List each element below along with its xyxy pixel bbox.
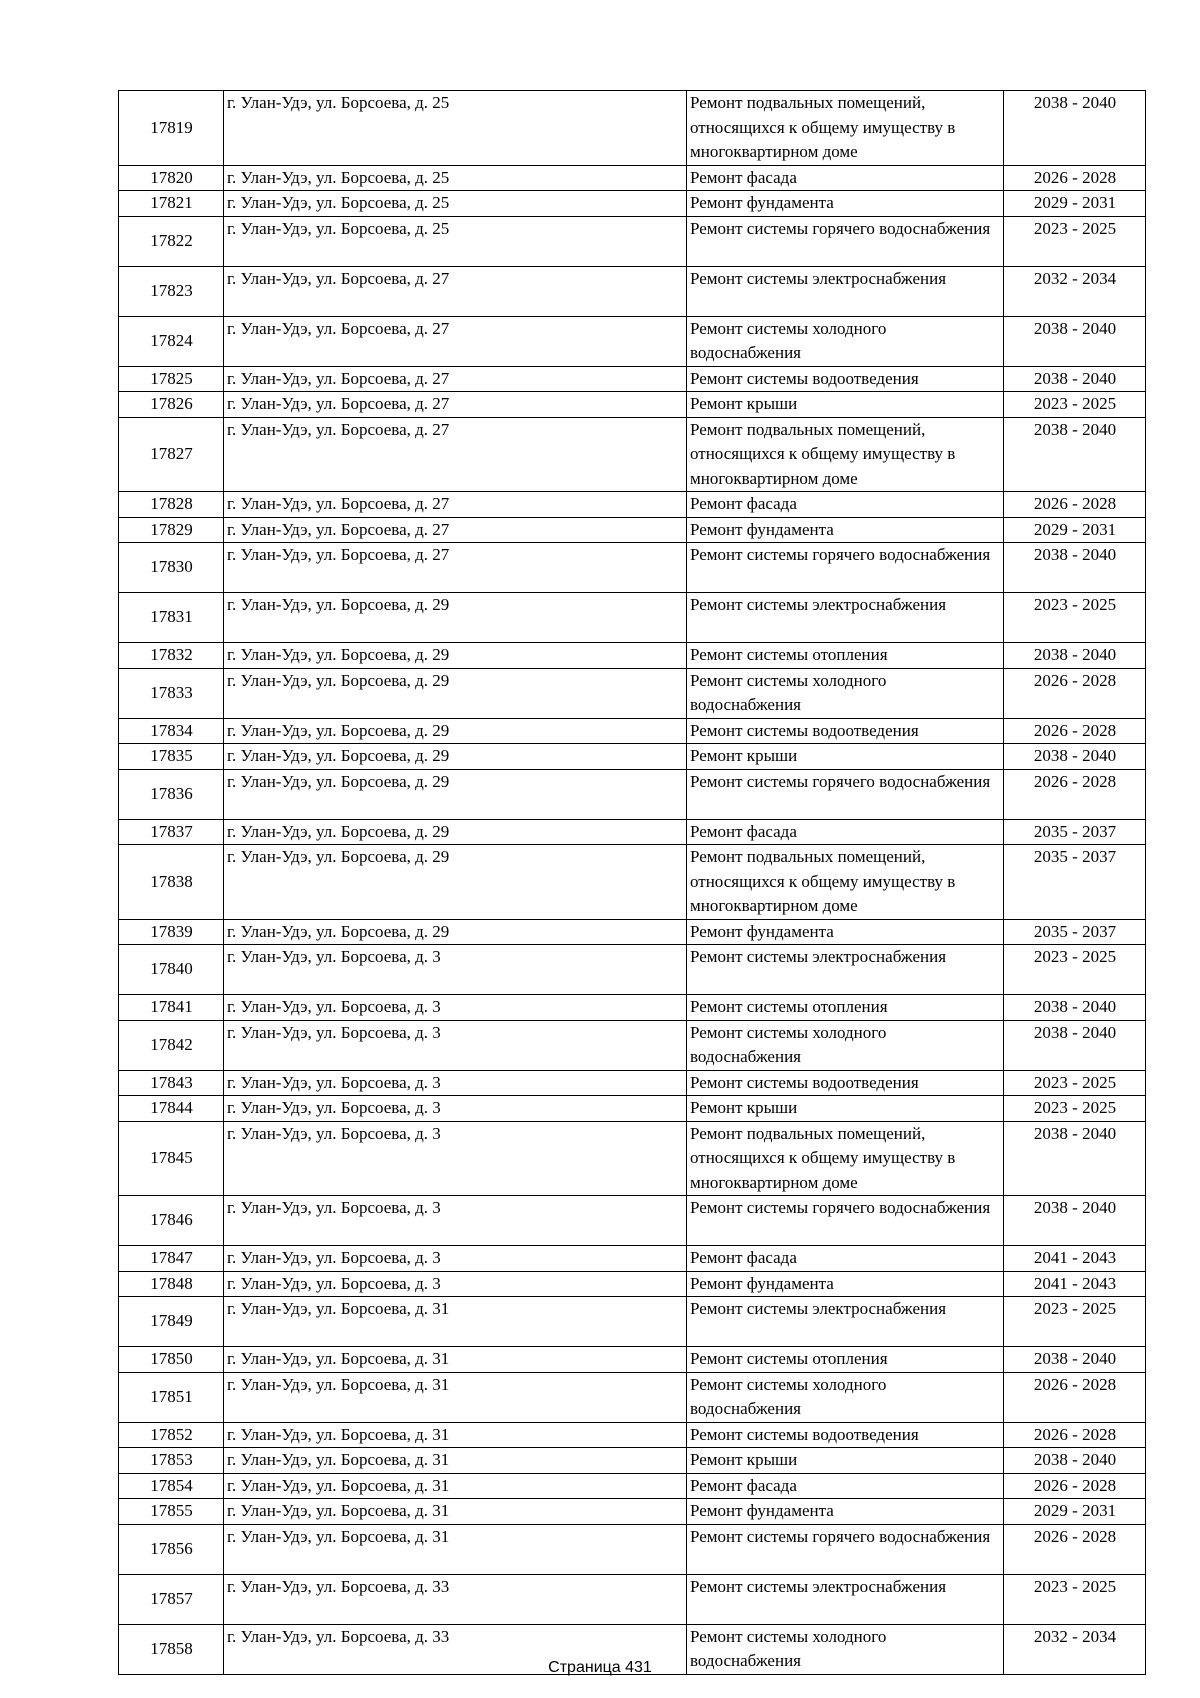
work-type-cell: Ремонт системы горячего водоснабжения xyxy=(687,543,1004,593)
work-type-cell: Ремонт системы электроснабжения xyxy=(687,1297,1004,1347)
address-cell: г. Улан-Удэ, ул. Борсоева, д. 3 xyxy=(224,1096,687,1122)
work-type-cell: Ремонт фундамента xyxy=(687,1499,1004,1525)
row-number-cell: 17827 xyxy=(119,417,224,492)
address-cell: г. Улан-Удэ, ул. Борсоева, д. 27 xyxy=(224,366,687,392)
row-number-cell: 17837 xyxy=(119,819,224,845)
row-number-cell: 17836 xyxy=(119,769,224,819)
table-row xyxy=(119,392,1146,418)
row-number-cell: 17833 xyxy=(119,668,224,718)
work-type-cell: Ремонт системы водоотведения xyxy=(687,718,1004,744)
row-number-cell: 17834 xyxy=(119,718,224,744)
address-cell: г. Улан-Удэ, ул. Борсоева, д. 27 xyxy=(224,517,687,543)
period-cell: 2023 - 2025 xyxy=(1004,1096,1146,1122)
row-number-cell: 17828 xyxy=(119,492,224,518)
period-cell: 2026 - 2028 xyxy=(1004,1473,1146,1499)
address-cell: г. Улан-Удэ, ул. Борсоева, д. 29 xyxy=(224,718,687,744)
work-type-cell: Ремонт фасада xyxy=(687,1473,1004,1499)
table-row xyxy=(119,919,1146,945)
row-number-cell: 17825 xyxy=(119,366,224,392)
work-type-cell: Ремонт крыши xyxy=(687,392,1004,418)
address-cell: г. Улан-Удэ, ул. Борсоева, д. 33 xyxy=(224,1624,687,1674)
address-cell: г. Улан-Удэ, ул. Борсоева, д. 25 xyxy=(224,191,687,217)
table-row xyxy=(119,417,1146,492)
address-cell: г. Улан-Удэ, ул. Борсоева, д. 25 xyxy=(224,165,687,191)
address-cell: г. Улан-Удэ, ул. Борсоева, д. 3 xyxy=(224,1246,687,1272)
row-number-cell: 17846 xyxy=(119,1196,224,1246)
row-number-cell: 17820 xyxy=(119,165,224,191)
address-cell: г. Улан-Удэ, ул. Борсоева, д. 29 xyxy=(224,643,687,669)
address-cell: г. Улан-Удэ, ул. Борсоева, д. 3 xyxy=(224,1121,687,1196)
period-cell: 2023 - 2025 xyxy=(1004,1070,1146,1096)
table-row xyxy=(119,266,1146,316)
period-cell: 2038 - 2040 xyxy=(1004,995,1146,1021)
address-cell: г. Улан-Удэ, ул. Борсоева, д. 27 xyxy=(224,417,687,492)
period-cell: 2026 - 2028 xyxy=(1004,1372,1146,1422)
address-cell: г. Улан-Удэ, ул. Борсоева, д. 31 xyxy=(224,1347,687,1373)
address-cell: г. Улан-Удэ, ул. Борсоева, д. 29 xyxy=(224,593,687,643)
table-row xyxy=(119,216,1146,266)
table-row xyxy=(119,543,1146,593)
table-row xyxy=(119,1524,1146,1574)
address-cell: г. Улан-Удэ, ул. Борсоева, д. 31 xyxy=(224,1297,687,1347)
work-type-cell: Ремонт системы холодного водоснабжения xyxy=(687,1020,1004,1070)
table-row xyxy=(119,1246,1146,1272)
period-cell: 2038 - 2040 xyxy=(1004,417,1146,492)
table-row xyxy=(119,845,1146,920)
row-number-cell: 17845 xyxy=(119,1121,224,1196)
table-row xyxy=(119,1271,1146,1297)
table-row xyxy=(119,1347,1146,1373)
table-row xyxy=(119,1574,1146,1624)
period-cell: 2038 - 2040 xyxy=(1004,91,1146,166)
document-page xyxy=(118,90,1145,1675)
row-number-cell: 17841 xyxy=(119,995,224,1021)
row-number-cell: 17840 xyxy=(119,945,224,995)
work-type-cell: Ремонт системы электроснабжения xyxy=(687,945,1004,995)
row-number-cell: 17849 xyxy=(119,1297,224,1347)
row-number-cell: 17824 xyxy=(119,316,224,366)
period-cell: 2026 - 2028 xyxy=(1004,769,1146,819)
address-cell: г. Улан-Удэ, ул. Борсоева, д. 3 xyxy=(224,1070,687,1096)
table-row xyxy=(119,1020,1146,1070)
table-row xyxy=(119,718,1146,744)
work-type-cell: Ремонт системы холодного водоснабжения xyxy=(687,316,1004,366)
period-cell: 2026 - 2028 xyxy=(1004,165,1146,191)
period-cell: 2038 - 2040 xyxy=(1004,543,1146,593)
row-number-cell: 17835 xyxy=(119,744,224,770)
address-cell: г. Улан-Удэ, ул. Борсоева, д. 31 xyxy=(224,1499,687,1525)
period-cell: 2023 - 2025 xyxy=(1004,216,1146,266)
row-number-cell: 17838 xyxy=(119,845,224,920)
row-number-cell: 17852 xyxy=(119,1422,224,1448)
work-type-cell: Ремонт фасада xyxy=(687,165,1004,191)
table-row xyxy=(119,1096,1146,1122)
table-row xyxy=(119,517,1146,543)
address-cell: г. Улан-Удэ, ул. Борсоева, д. 29 xyxy=(224,769,687,819)
work-type-cell: Ремонт крыши xyxy=(687,1096,1004,1122)
address-cell: г. Улан-Удэ, ул. Борсоева, д. 27 xyxy=(224,392,687,418)
address-cell: г. Улан-Удэ, ул. Борсоева, д. 3 xyxy=(224,1020,687,1070)
table-row xyxy=(119,945,1146,995)
address-cell: г. Улан-Удэ, ул. Борсоева, д. 31 xyxy=(224,1473,687,1499)
period-cell: 2035 - 2037 xyxy=(1004,919,1146,945)
period-cell: 2026 - 2028 xyxy=(1004,718,1146,744)
address-cell: г. Улан-Удэ, ул. Борсоева, д. 25 xyxy=(224,91,687,166)
period-cell: 2038 - 2040 xyxy=(1004,316,1146,366)
address-cell: г. Улан-Удэ, ул. Борсоева, д. 29 xyxy=(224,668,687,718)
table-row xyxy=(119,1372,1146,1422)
period-cell: 2023 - 2025 xyxy=(1004,1574,1146,1624)
table-row xyxy=(119,366,1146,392)
table-row xyxy=(119,316,1146,366)
row-number-cell: 17850 xyxy=(119,1347,224,1373)
period-cell: 2023 - 2025 xyxy=(1004,593,1146,643)
period-cell: 2041 - 2043 xyxy=(1004,1271,1146,1297)
row-number-cell: 17857 xyxy=(119,1574,224,1624)
table-row xyxy=(119,191,1146,217)
address-cell: г. Улан-Удэ, ул. Борсоева, д. 29 xyxy=(224,819,687,845)
address-cell: г. Улан-Удэ, ул. Борсоева, д. 27 xyxy=(224,266,687,316)
address-cell: г. Улан-Удэ, ул. Борсоева, д. 3 xyxy=(224,1196,687,1246)
row-number-cell: 17839 xyxy=(119,919,224,945)
period-cell: 2029 - 2031 xyxy=(1004,191,1146,217)
table-row xyxy=(119,744,1146,770)
table-row xyxy=(119,593,1146,643)
address-cell: г. Улан-Удэ, ул. Борсоева, д. 31 xyxy=(224,1372,687,1422)
table-row xyxy=(119,1297,1146,1347)
work-type-cell: Ремонт системы отопления xyxy=(687,995,1004,1021)
row-number-cell: 17844 xyxy=(119,1096,224,1122)
work-type-cell: Ремонт системы отопления xyxy=(687,643,1004,669)
table-row xyxy=(119,91,1146,166)
table-row xyxy=(119,492,1146,518)
period-cell: 2029 - 2031 xyxy=(1004,517,1146,543)
period-cell: 2038 - 2040 xyxy=(1004,1196,1146,1246)
address-cell: г. Улан-Удэ, ул. Борсоева, д. 27 xyxy=(224,492,687,518)
period-cell: 2023 - 2025 xyxy=(1004,1297,1146,1347)
period-cell: 2038 - 2040 xyxy=(1004,1121,1146,1196)
row-number-cell: 17823 xyxy=(119,266,224,316)
row-number-cell: 17819 xyxy=(119,91,224,166)
work-type-cell: Ремонт подвальных помещений, относящихся к общему имуществу в многоквартирном доме xyxy=(687,91,1004,166)
work-type-cell: Ремонт системы электроснабжения xyxy=(687,266,1004,316)
period-cell: 2026 - 2028 xyxy=(1004,668,1146,718)
address-cell: г. Улан-Удэ, ул. Борсоева, д. 29 xyxy=(224,744,687,770)
period-cell: 2035 - 2037 xyxy=(1004,845,1146,920)
work-type-cell: Ремонт системы горячего водоснабжения xyxy=(687,216,1004,266)
address-cell: г. Улан-Удэ, ул. Борсоева, д. 27 xyxy=(224,316,687,366)
address-cell: г. Улан-Удэ, ул. Борсоева, д. 31 xyxy=(224,1422,687,1448)
work-type-cell: Ремонт системы горячего водоснабжения xyxy=(687,769,1004,819)
page-number: Страница 431 xyxy=(548,1659,652,1676)
address-cell: г. Улан-Удэ, ул. Борсоева, д. 29 xyxy=(224,845,687,920)
work-type-cell: Ремонт системы водоотведения xyxy=(687,366,1004,392)
row-number-cell: 17847 xyxy=(119,1246,224,1272)
row-number-cell: 17832 xyxy=(119,643,224,669)
period-cell: 2026 - 2028 xyxy=(1004,492,1146,518)
table-row xyxy=(119,1448,1146,1474)
row-number-cell: 17853 xyxy=(119,1448,224,1474)
table-row xyxy=(119,165,1146,191)
row-number-cell: 17826 xyxy=(119,392,224,418)
work-type-cell: Ремонт фундамента xyxy=(687,191,1004,217)
period-cell: 2038 - 2040 xyxy=(1004,643,1146,669)
period-cell: 2026 - 2028 xyxy=(1004,1524,1146,1574)
row-number-cell: 17830 xyxy=(119,543,224,593)
period-cell: 2026 - 2028 xyxy=(1004,1422,1146,1448)
address-cell: г. Улан-Удэ, ул. Борсоева, д. 3 xyxy=(224,1271,687,1297)
row-number-cell: 17843 xyxy=(119,1070,224,1096)
row-number-cell: 17829 xyxy=(119,517,224,543)
work-type-cell: Ремонт системы водоотведения xyxy=(687,1422,1004,1448)
table-row xyxy=(119,668,1146,718)
work-type-cell: Ремонт крыши xyxy=(687,1448,1004,1474)
table-row xyxy=(119,1422,1146,1448)
repair-schedule-table xyxy=(118,90,1146,1675)
period-cell: 2038 - 2040 xyxy=(1004,1347,1146,1373)
row-number-cell: 17858 xyxy=(119,1624,224,1674)
table-row xyxy=(119,1499,1146,1525)
work-type-cell: Ремонт системы водоотведения xyxy=(687,1070,1004,1096)
work-type-cell: Ремонт системы холодного водоснабжения xyxy=(687,1372,1004,1422)
work-type-cell: Ремонт фасада xyxy=(687,492,1004,518)
work-type-cell: Ремонт крыши xyxy=(687,744,1004,770)
period-cell: 2035 - 2037 xyxy=(1004,819,1146,845)
work-type-cell: Ремонт фундамента xyxy=(687,919,1004,945)
table-row xyxy=(119,1070,1146,1096)
period-cell: 2023 - 2025 xyxy=(1004,945,1146,995)
table-row xyxy=(119,1196,1146,1246)
work-type-cell: Ремонт системы горячего водоснабжения xyxy=(687,1524,1004,1574)
row-number-cell: 17842 xyxy=(119,1020,224,1070)
address-cell: г. Улан-Удэ, ул. Борсоева, д. 31 xyxy=(224,1448,687,1474)
work-type-cell: Ремонт фундамента xyxy=(687,517,1004,543)
address-cell: г. Улан-Удэ, ул. Борсоева, д. 25 xyxy=(224,216,687,266)
row-number-cell: 17831 xyxy=(119,593,224,643)
period-cell: 2038 - 2040 xyxy=(1004,744,1146,770)
address-cell: г. Улан-Удэ, ул. Борсоева, д. 3 xyxy=(224,995,687,1021)
work-type-cell: Ремонт фасада xyxy=(687,1246,1004,1272)
table-row xyxy=(119,1473,1146,1499)
period-cell: 2038 - 2040 xyxy=(1004,1448,1146,1474)
period-cell: 2032 - 2034 xyxy=(1004,1624,1146,1674)
address-cell: г. Улан-Удэ, ул. Борсоева, д. 3 xyxy=(224,945,687,995)
address-cell: г. Улан-Удэ, ул. Борсоева, д. 31 xyxy=(224,1524,687,1574)
row-number-cell: 17855 xyxy=(119,1499,224,1525)
row-number-cell: 17822 xyxy=(119,216,224,266)
work-type-cell: Ремонт системы горячего водоснабжения xyxy=(687,1196,1004,1246)
table-row xyxy=(119,769,1146,819)
address-cell: г. Улан-Удэ, ул. Борсоева, д. 33 xyxy=(224,1574,687,1624)
address-cell: г. Улан-Удэ, ул. Борсоева, д. 29 xyxy=(224,919,687,945)
table-row xyxy=(119,643,1146,669)
row-number-cell: 17848 xyxy=(119,1271,224,1297)
table-row xyxy=(119,1121,1146,1196)
row-number-cell: 17854 xyxy=(119,1473,224,1499)
work-type-cell: Ремонт подвальных помещений, относящихся к общему имуществу в многоквартирном доме xyxy=(687,417,1004,492)
row-number-cell: 17856 xyxy=(119,1524,224,1574)
table-row xyxy=(119,819,1146,845)
work-type-cell: Ремонт фундамента xyxy=(687,1271,1004,1297)
work-type-cell: Ремонт подвальных помещений, относящихся к общему имуществу в многоквартирном доме xyxy=(687,1121,1004,1196)
work-type-cell: Ремонт системы отопления xyxy=(687,1347,1004,1373)
work-type-cell: Ремонт системы холодного водоснабжения xyxy=(687,668,1004,718)
row-number-cell: 17851 xyxy=(119,1372,224,1422)
work-type-cell: Ремонт системы электроснабжения xyxy=(687,1574,1004,1624)
address-cell: г. Улан-Удэ, ул. Борсоева, д. 27 xyxy=(224,543,687,593)
period-cell: 2029 - 2031 xyxy=(1004,1499,1146,1525)
work-type-cell: Ремонт системы холодного водоснабжения xyxy=(687,1624,1004,1674)
row-number-cell: 17821 xyxy=(119,191,224,217)
table-row xyxy=(119,995,1146,1021)
work-type-cell: Ремонт системы электроснабжения xyxy=(687,593,1004,643)
period-cell: 2038 - 2040 xyxy=(1004,366,1146,392)
period-cell: 2023 - 2025 xyxy=(1004,392,1146,418)
period-cell: 2038 - 2040 xyxy=(1004,1020,1146,1070)
period-cell: 2041 - 2043 xyxy=(1004,1246,1146,1272)
work-type-cell: Ремонт фасада xyxy=(687,819,1004,845)
work-type-cell: Ремонт подвальных помещений, относящихся к общему имуществу в многоквартирном доме xyxy=(687,845,1004,920)
table-body xyxy=(119,91,1146,1675)
period-cell: 2032 - 2034 xyxy=(1004,266,1146,316)
